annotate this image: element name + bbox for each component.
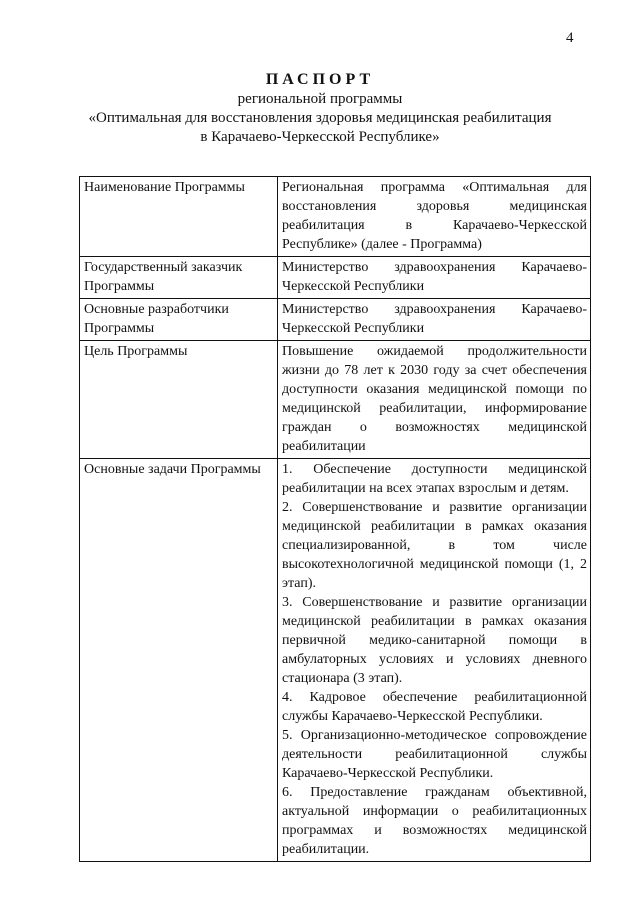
document-header: [0, 70, 640, 147]
table-row: [80, 299, 591, 341]
task-item: 3. Совершенствование и развитие организации медицинской реабилитации в рамках оказания первичной медико-санитарной помощи в амбулаторных условиях и условиях дневного стационара (3 этап).: [282, 595, 587, 686]
task-item: 5. Организационно-методическое сопровождение деятельности реабилитационной службы Карачаево-Черкесской Республики.: [282, 728, 587, 781]
page-number: 4: [566, 30, 574, 46]
document-subtitle-line-2: «Оптимальная для восстановления здоровья медицинская реабилитация: [88, 110, 552, 126]
table-row: [80, 177, 591, 257]
row-value-state-customer: Министерство здравоохранения Карачаево-Черкесской Республики: [278, 257, 591, 299]
passport-table: [79, 176, 591, 862]
task-item: 2. Совершенствование и развитие организации медицинской реабилитации в рамках оказания специализированной, в том числе высокотехнологичной медицинской помощи (1, 2 этап).: [282, 500, 587, 591]
row-label-developers: Основные разработчики Программы: [80, 299, 278, 341]
table-row: [80, 459, 591, 862]
row-label-program-name: Наименование Программы: [80, 177, 278, 257]
row-label-goal: Цель Программы: [80, 341, 278, 459]
row-value-program-name: Региональная программа «Оптимальная для восстановления здоровья медицинская реабилитация в Карачаево-Черкесской Республике» (далее - Программа): [278, 177, 591, 257]
row-label-tasks: Основные задачи Программы: [80, 459, 278, 862]
document-subtitle-line-1: региональной программы: [237, 91, 403, 107]
row-value-developers: Министерство здравоохранения Карачаево-Черкесской Республики: [278, 299, 591, 341]
task-item: 6. Предоставление гражданам объективной, актуальной информации о реабилитационных программах и возможностях медицинской реабилитации.: [282, 785, 587, 857]
task-item: 4. Кадровое обеспечение реабилитационной службы Карачаево-Черкесской Республики.: [282, 690, 587, 724]
document-subtitle-line-3: в Карачаево-Черкесской Республике»: [200, 129, 440, 145]
document-title: ПАСПОРТ: [265, 71, 375, 88]
table-row: [80, 341, 591, 459]
row-value-goal: Повышение ожидаемой продолжительности жизни до 78 лет к 2030 году за счет обеспечения доступности оказания медицинской помощи по медицинской реабилитации, информирование граждан о возможностях медицинской реабилитации: [278, 341, 591, 459]
task-item: 1. Обеспечение доступности медицинской реабилитации на всех этапах взрослым и детям.: [282, 462, 587, 496]
table-row: [80, 257, 591, 299]
row-value-tasks: [278, 459, 591, 862]
row-label-state-customer: Государственный заказчик Программы: [80, 257, 278, 299]
